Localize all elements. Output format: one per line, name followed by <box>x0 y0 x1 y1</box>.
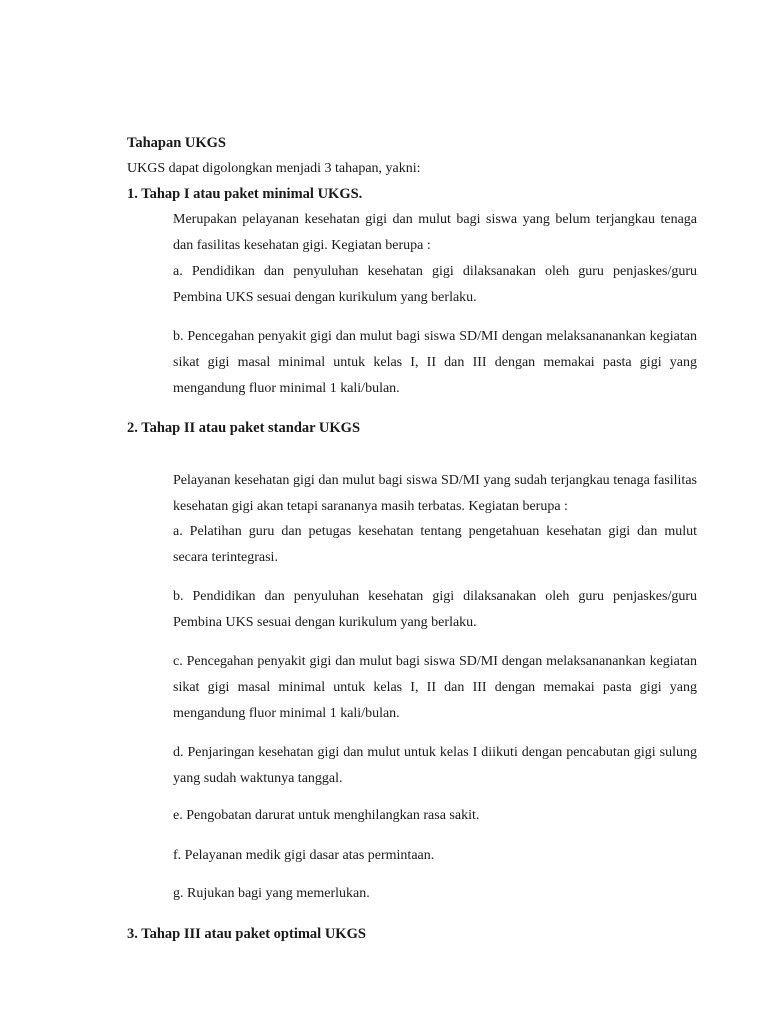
stage2-item-c: c. Pencegahan penyakit gigi dan mulut bagi siswa SD/MI dengan melaksananankan kegiatan sikat gigi masal minimal untuk kelas I, II dan III dengan memakai pasta gigi yang mengandung fluor minimal 1 kali/bulan. <box>173 654 697 721</box>
stage1-item-b: b. Pencegahan penyakit gigi dan mulut bagi siswa SD/MI dengan melaksananankan kegiatan sikat gigi masal minimal untuk kelas I, II dan III dengan memakai pasta gigi yang mengandung fluor minimal 1 kali/bulan. <box>173 329 697 396</box>
intro-text: UKGS dapat digolongkan menjadi 3 tahapan, yakni: <box>127 161 421 176</box>
stage2-item-d: d. Penjaringan kesehatan gigi dan mulut untuk kelas I diikuti dengan pencabutan gigi sulung yang sudah waktunya tanggal. <box>173 745 697 786</box>
stage1-description: Merupakan pelayanan kesehatan gigi dan mulut bagi siswa yang belum terjangkau tenaga dan fasilitas kesehatan gigi. Kegiatan berupa : <box>173 212 697 253</box>
document-title: Tahapan UKGS <box>127 135 227 151</box>
stage2-item-e: e. Pengobatan darurat untuk menghilangkan rasa sakit. <box>173 808 480 823</box>
stage2-description: Pelayanan kesehatan gigi dan mulut bagi siswa SD/MI yang sudah terjangkau tenaga fasilitas kesehatan gigi akan tetapi sarananya masih terbatas. Kegiatan berupa : <box>173 473 697 514</box>
stage2-item-a: a. Pelatihan guru dan petugas kesehatan tentang pengetahuan kesehatan gigi dan mulut secara terintegrasi. <box>173 524 697 565</box>
stage2-item-b: b. Pendidikan dan penyuluhan kesehatan gigi dilaksanakan oleh guru penjaskes/guru Pembina UKS sesuai dengan kurikulum yang berlaku. <box>173 589 697 630</box>
stage3-heading: 3. Tahap III atau paket optimal UKGS <box>127 926 366 942</box>
stage1-heading: 1. Tahap I atau paket minimal UKGS. <box>127 186 363 202</box>
stage1-item-a: a. Pendidikan dan penyuluhan kesehatan gigi dilaksanakan oleh guru penjaskes/guru Pembina UKS sesuai dengan kurikulum yang berlaku. <box>173 264 697 305</box>
stage2-item-g: g. Rujukan bagi yang memerlukan. <box>173 886 370 901</box>
stage2-heading: 2. Tahap II atau paket standar UKGS <box>127 420 361 436</box>
stage2-item-f: f. Pelayanan medik gigi dasar atas permintaan. <box>173 848 435 863</box>
